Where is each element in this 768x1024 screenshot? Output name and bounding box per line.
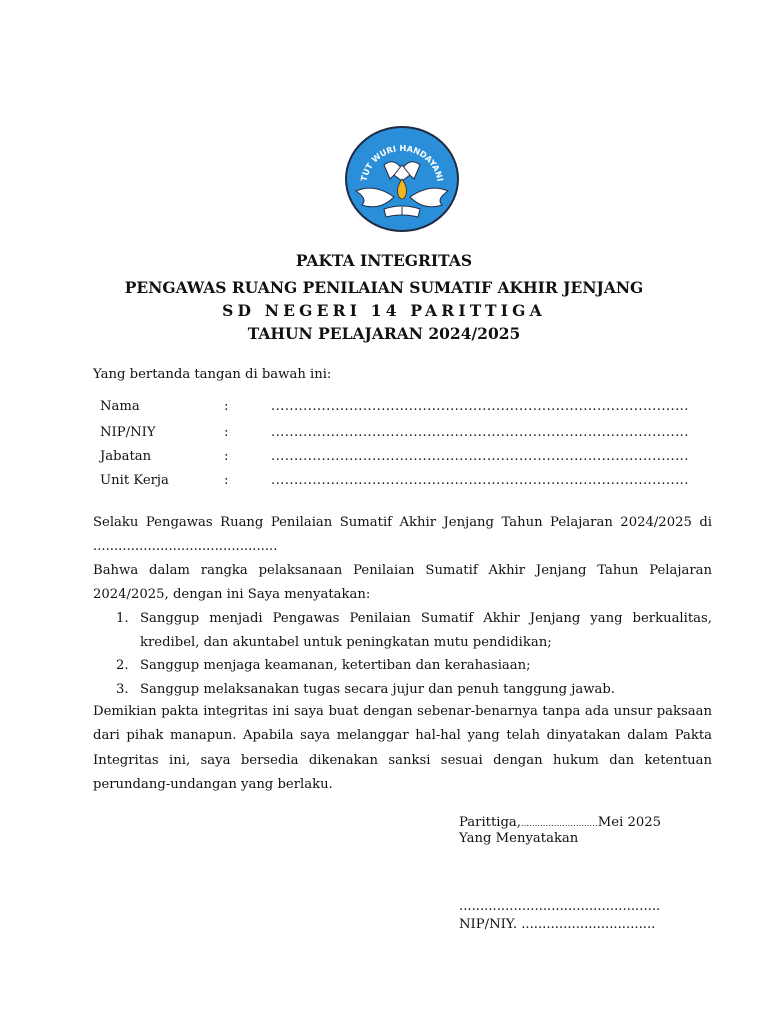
field-blank: ........................................................................................... [271,449,689,464]
signature-place: Parittiga, [459,815,521,830]
logo-motto: TUT WURI HANDAYANI [358,142,446,183]
list-number: 2. [116,658,129,673]
document-title: PAKTA INTEGRITAS [295,251,473,270]
signature-nip-label: NIP/NIY. [459,917,522,932]
list-number: 1. [116,611,129,626]
field-blank: ........................................................................................... [271,399,689,414]
field-colon: : [224,425,229,440]
list-text: Sanggup menjadi Pengawas Penilaian Sumatif Akhir Jenjang yang berkualitas, kredibel, dan akuntabel untuk peningkatan mutu pendidikan; [140,611,712,650]
field-label: Unit Kerja [100,473,169,488]
academic-year: TAHUN PELAJARAN 2024/2025 [247,324,521,343]
signature-nip-line [459,917,655,933]
paragraph-demikian: Demikian pakta integritas ini saya buat dengan sebenar-benarnya tanpa ada unsur paksaan dari pihak manapun. Apabila saya melanggar hal-hal yang telah dinyatakan dalam Pakta Integritas ini, saya bersedia dikenakan sanksi sesuai dengan hukum dan ketentuan perundang-undangan yang berlaku. [93,704,712,793]
list-item [93,654,712,678]
list-item [93,607,712,654]
field-nama [100,398,689,416]
signature-name-line: ................................................ [459,899,661,914]
field-colon: : [224,473,229,488]
signature-role: Yang Menyatakan [459,831,579,846]
list-text: Sanggup menjaga keamanan, ketertiban dan kerahasiaan; [140,658,531,673]
field-unit-kerja [100,472,689,490]
tut-wuri-handayani-logo [344,125,460,233]
signature-nip-blank: ................................ [521,917,656,932]
field-nip [100,424,689,442]
paragraph-bahwa: Bahwa dalam rangka pelaksanaan Penilaian Sumatif Akhir Jenjang Tahun Pelajaran 2024/2025, dengan ini Saya menyatakan: [93,563,712,603]
field-label: Nama [100,399,140,414]
signature-date-line [459,815,661,832]
field-blank: ........................................................................................... [271,473,689,488]
field-label: Jabatan [100,449,152,464]
list-number: 3. [116,681,129,697]
signature-month-year: Mei 2025 [597,815,662,830]
document-subtitle: PENGAWAS RUANG PENILAIAN SUMATIF AKHIR JENJANG [124,278,644,297]
intro-text: Yang bertanda tangan di bawah ini: [93,367,332,382]
field-colon: : [224,449,229,464]
list-item [93,678,712,702]
signature-date-blank: ............................ [520,819,598,828]
field-jabatan [100,448,689,466]
paragraph-selaku: Selaku Pengawas Ruang Penilaian Sumatif Akhir Jenjang Tahun Pelajaran 2024/2025 di ............................................ [93,515,712,555]
field-colon: : [224,399,229,414]
statement-list [93,607,712,701]
field-blank: ........................................................................................... [271,425,689,440]
list-text: Sanggup melaksanakan tugas secara jujur dan penuh tanggung jawab. [140,681,616,697]
field-label: NIP/NIY [100,425,156,440]
school-name: SD NEGERI 14 PARITTIGA [222,301,546,320]
